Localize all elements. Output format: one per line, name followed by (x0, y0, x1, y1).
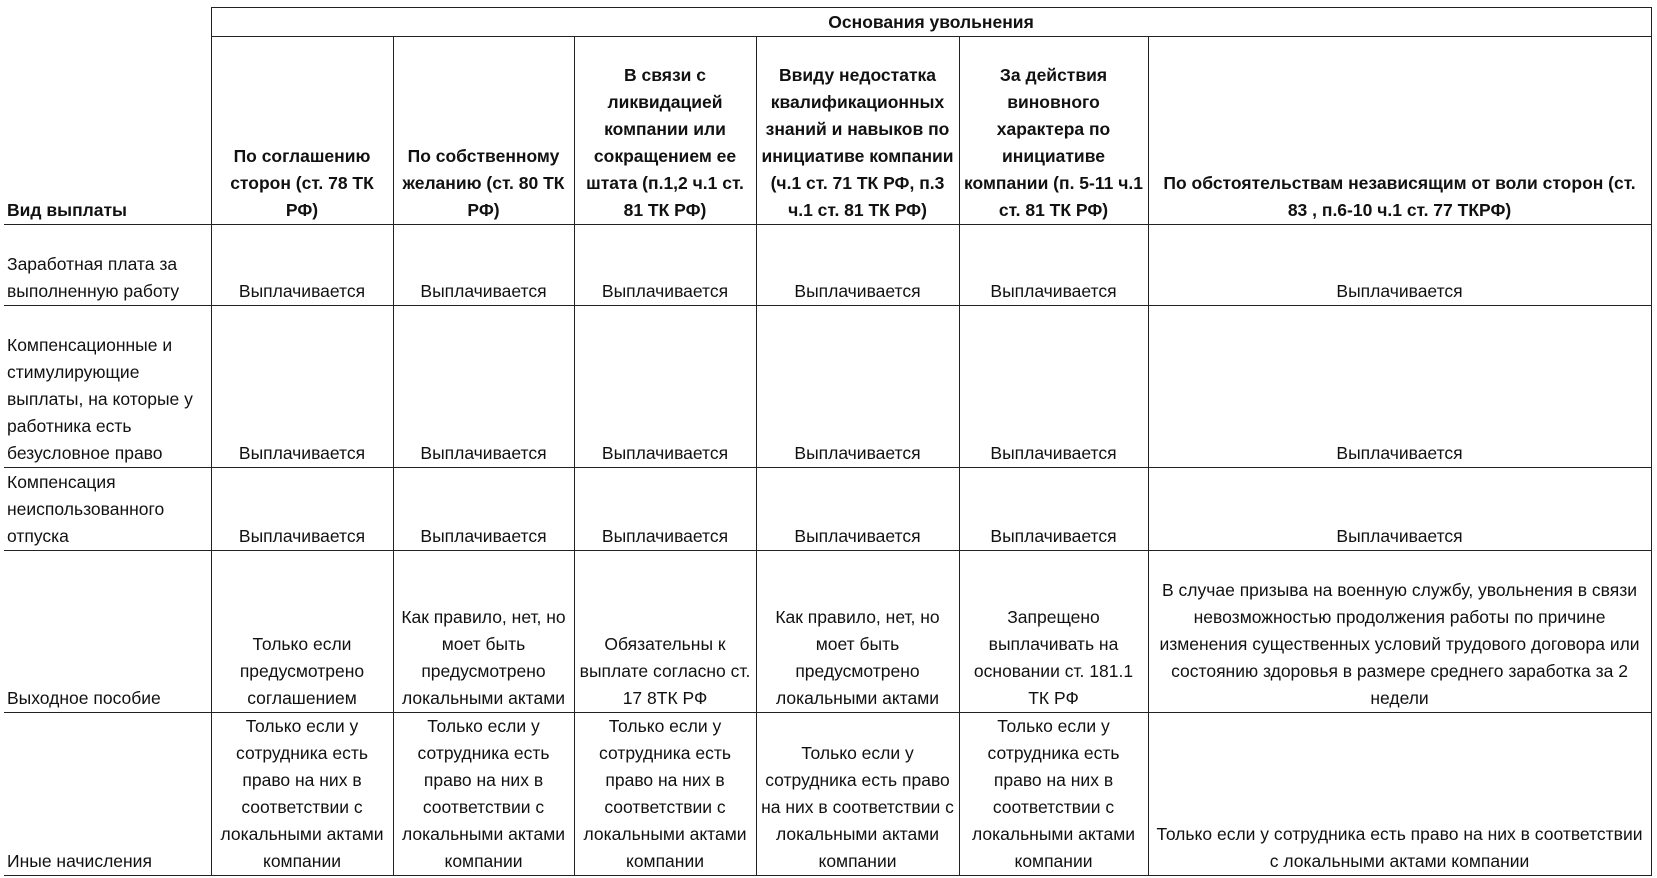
table-cell: Выплачивается (1148, 306, 1651, 468)
table-row (4, 306, 1651, 468)
table-cell: Выплачивается (1148, 468, 1651, 551)
top-left-blank (4, 8, 211, 37)
table-cell: Выплачивается (574, 468, 756, 551)
row-header-label: Вид выплаты (4, 37, 211, 225)
row-label: Компенсационные и стимулирующие выплаты, на которые у работника есть безусловное право (4, 306, 211, 468)
table-row (4, 225, 1651, 306)
table-cell: Выплачивается (959, 225, 1148, 306)
table-cell: В случае призыва на военную службу, увольнения в связи невозможностью продолжения работы по причине изменения существенных условий трудового договора или состоянию здоровья в размере среднего заработка за 2 недели (1148, 551, 1651, 713)
table-cell: Выплачивается (393, 468, 574, 551)
table-row (4, 468, 1651, 551)
table-cell: Как правило, нет, но моет быть предусмотрено локальными актами (756, 551, 959, 713)
table-cell: Выплачивается (211, 225, 393, 306)
table-wrapper (4, 7, 1652, 876)
group-header: Основания увольнения (211, 8, 1651, 37)
table-cell: Только если у сотрудника есть право на них в соответствии с локальными актами компании (1148, 713, 1651, 876)
table-cell: Выплачивается (393, 225, 574, 306)
table-cell: Как правило, нет, но моет быть предусмотрено локальными актами (393, 551, 574, 713)
table-cell: Выплачивается (756, 306, 959, 468)
row-label: Компенсация неиспользованного отпуска (4, 468, 211, 551)
table-cell: Выплачивается (211, 306, 393, 468)
column-header: Ввиду недостатка квалификационных знаний и навыков по инициативе компании (ч.1 ст. 71 ТК РФ, п.3 ч.1 ст. 81 ТК РФ) (756, 37, 959, 225)
column-header: За действия виновного характера по инициативе компании (п. 5-11 ч.1 ст. 81 ТК РФ) (959, 37, 1148, 225)
table-row (4, 713, 1651, 876)
table-cell: Только если у сотрудника есть право на них в соответствии с локальными актами компании (574, 713, 756, 876)
table-cell: Обязательны к выплате согласно ст. 17 8ТК РФ (574, 551, 756, 713)
table-cell: Выплачивается (959, 306, 1148, 468)
row-label: Заработная плата за выполненную работу (4, 225, 211, 306)
table-row (4, 551, 1651, 713)
column-header: В связи с ликвидацией компании или сокращением ее штата (п.1,2 ч.1 ст. 81 ТК РФ) (574, 37, 756, 225)
table-cell: Только если предусмотрено соглашением (211, 551, 393, 713)
table-cell: Выплачивается (756, 225, 959, 306)
table-cell: Выплачивается (211, 468, 393, 551)
column-header: По собственному желанию (ст. 80 ТК РФ) (393, 37, 574, 225)
column-header: По обстоятельствам независящим от воли сторон (ст. 83 , п.6-10 ч.1 ст. 77 ТКРФ) (1148, 37, 1651, 225)
table-cell: Только если у сотрудника есть право на них в соответствии с локальными актами компании (393, 713, 574, 876)
table-cell: Выплачивается (393, 306, 574, 468)
table-cell: Выплачивается (574, 225, 756, 306)
table-cell: Только если у сотрудника есть право на них в соответствии с локальными актами компании (756, 713, 959, 876)
column-header-row (4, 37, 1651, 225)
row-label: Выходное пособие (4, 551, 211, 713)
group-header-row (4, 8, 1651, 37)
column-header: По соглашению сторон (ст. 78 ТК РФ) (211, 37, 393, 225)
table-cell: Только если у сотрудника есть право на них в соответствии с локальными актами компании (959, 713, 1148, 876)
table-cell: Выплачивается (1148, 225, 1651, 306)
table-cell: Выплачивается (574, 306, 756, 468)
row-label: Иные начисления (4, 713, 211, 876)
table-cell: Выплачивается (959, 468, 1148, 551)
table-cell: Выплачивается (756, 468, 959, 551)
table-cell: Запрещено выплачивать на основании ст. 181.1 ТК РФ (959, 551, 1148, 713)
table-cell: Только если у сотрудника есть право на них в соответствии с локальными актами компании (211, 713, 393, 876)
dismissal-payments-table (4, 7, 1652, 876)
